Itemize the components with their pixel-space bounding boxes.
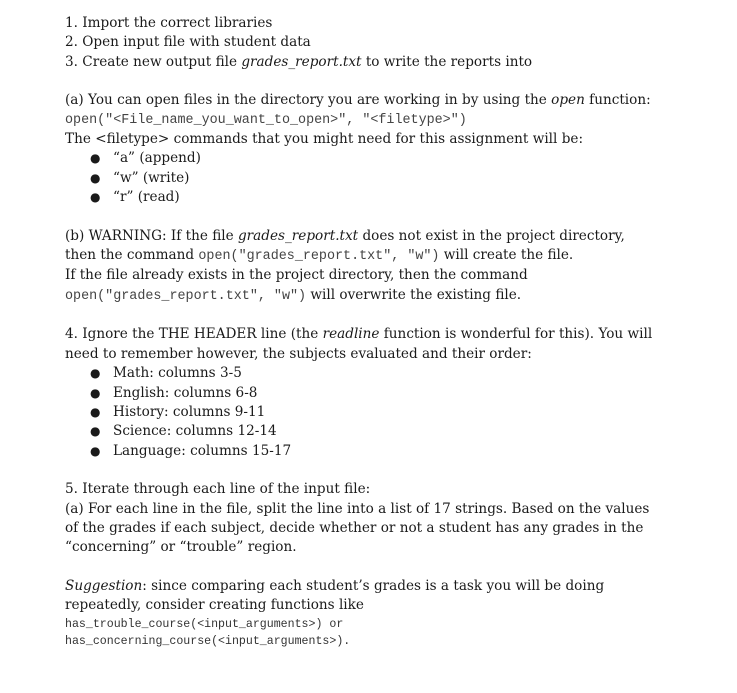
step-1: 1. Import the correct libraries <box>65 15 273 31</box>
step-3-pre: 3. Create new output file <box>65 53 242 70</box>
list-item <box>65 169 725 188</box>
list-item <box>65 149 725 168</box>
step-5-line-2: (a) For each line in the file, split the line into a list of 17 strings. Based on the values <box>65 500 650 517</box>
list-item <box>65 188 725 207</box>
suggestion-end: . <box>343 634 351 648</box>
section-a-intro <box>65 91 725 110</box>
bullet-icon: ● <box>90 424 101 439</box>
has-concerning-course-code: has_concerning_course(<input_arguments>) <box>65 634 344 648</box>
has-trouble-course-code: has_trouble_course(<input_arguments>) <box>65 617 323 631</box>
step-3-post: to write the reports into <box>361 53 533 70</box>
subject-math: Math: columns 3-5 <box>113 365 242 382</box>
open-function-name: open <box>551 92 585 109</box>
assignment-document <box>65 14 725 650</box>
subject-science: Science: columns 12-14 <box>113 423 277 440</box>
step-2: 2. Open input file with student data <box>65 34 311 51</box>
bullet-icon: ● <box>90 151 101 166</box>
filetype-intro: The <filetype> commands that you might need for this assignment will be: <box>65 131 584 148</box>
step-4-line-1 <box>65 325 725 344</box>
bullet-icon: ● <box>90 404 101 419</box>
step-4-post: function is wonderful for this). You will <box>379 326 653 343</box>
step-4-pre: 4. Ignore the THE HEADER line (the <box>65 326 323 343</box>
bullet-icon: ● <box>90 366 101 381</box>
filetype-list <box>65 149 725 207</box>
suggestion-line-1 <box>65 577 725 596</box>
step-4-line-2: need to remember however, the subjects evaluated and their order: <box>65 345 532 362</box>
step-5-line-1: 5. Iterate through each line of the input file: <box>65 481 371 498</box>
step-5-line-3: of the grades if each subject, decide whether or not a student has any grades in the <box>65 519 644 536</box>
steps-list <box>65 14 725 72</box>
suggestion-line-3 <box>65 616 725 633</box>
bullet-icon: ● <box>90 443 101 458</box>
warning-filename: grades_report.txt <box>237 227 359 244</box>
readline-function-name: readline <box>322 326 380 343</box>
suggestion-text: : since comparing each student’s grades is a task you will be doing <box>142 577 605 594</box>
warning-line-2-pre: then the command <box>65 247 199 264</box>
warning-post: does not exist in the project directory, <box>358 227 625 244</box>
suggestion <box>65 577 725 650</box>
mode-read: “r” (read) <box>113 189 180 206</box>
subject-english: English: columns 6-8 <box>113 384 258 401</box>
step-3 <box>65 53 725 72</box>
mode-write: “w” (write) <box>113 169 190 186</box>
warning-line-2 <box>65 246 725 266</box>
warning-line-4-post: will overwrite the existing file. <box>306 286 522 303</box>
step-5-line-4: “concerning” or “trouble” region. <box>65 539 297 556</box>
section-a-intro-text: (a) You can open files in the directory you are working in by using the <box>65 92 552 109</box>
open-overwrite-code: open("grades_report.txt", "w") <box>65 288 307 304</box>
suggestion-label: Suggestion <box>65 577 143 594</box>
mode-append: “a” (append) <box>113 150 201 167</box>
warning-line-1 <box>65 227 725 246</box>
suggestion-line-2: repeatedly, consider creating functions like <box>65 597 364 614</box>
open-write-code: open("grades_report.txt", "w") <box>198 249 440 265</box>
section-a-intro-end: function: <box>584 92 651 109</box>
bullet-icon: ● <box>90 170 101 185</box>
section-b-warning <box>65 227 725 307</box>
suggestion-line-4 <box>65 633 725 650</box>
bullet-icon: ● <box>90 385 101 400</box>
warning-line-3: If the file already exists in the project directory, then the command <box>65 267 528 284</box>
subject-language: Language: columns 15-17 <box>113 442 292 459</box>
list-item <box>65 442 725 461</box>
section-a <box>65 91 725 207</box>
subjects-list <box>65 364 725 461</box>
section-5 <box>65 480 725 558</box>
suggestion-or: or <box>322 617 344 631</box>
warning-pre: (b) WARNING: If the file <box>65 227 238 244</box>
list-item <box>65 422 725 441</box>
warning-line-2-post: will create the file. <box>439 247 574 264</box>
bullet-icon: ● <box>90 190 101 205</box>
section-4 <box>65 325 725 461</box>
list-item <box>65 403 725 422</box>
subject-history: History: columns 9-11 <box>113 403 266 420</box>
warning-line-4 <box>65 286 725 306</box>
list-item <box>65 364 725 383</box>
open-code-example: open("<File_name_you_want_to_open>", "<filetype>") <box>65 112 467 128</box>
output-filename: grades_report.txt <box>241 53 362 70</box>
list-item <box>65 384 725 403</box>
